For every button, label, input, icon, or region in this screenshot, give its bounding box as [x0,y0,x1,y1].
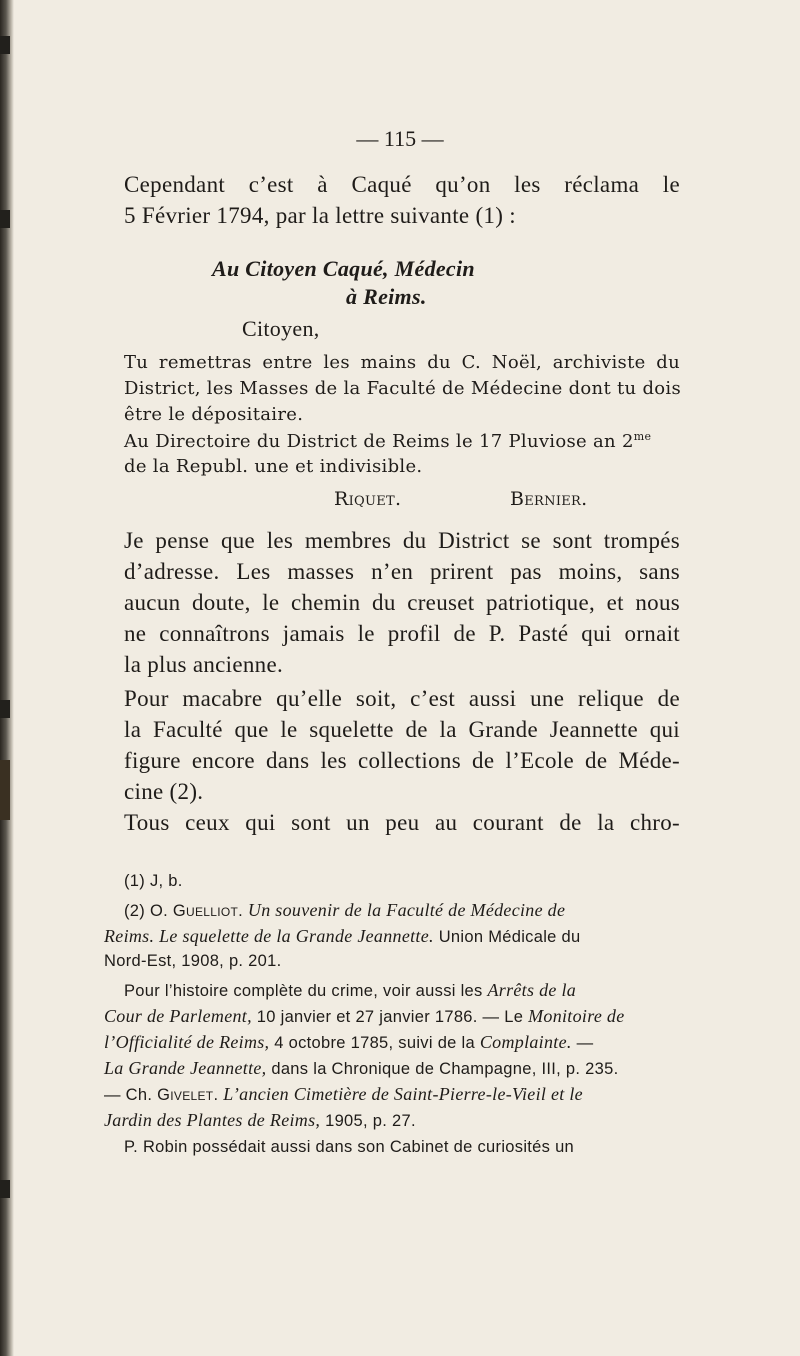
text-line: Je pense que les membres du District se sont trompés [124,528,680,553]
text-line: District, les Masses de la Faculté de Médecine dont tu dois [124,378,682,399]
text-line: d’adresse. Les masses n’en prirent pas moins, sans [124,559,680,584]
text-line: la Faculté que le squelette de la Grande Jeannette qui [124,717,680,742]
footnote-line: Nord-Est, 1908, p. 201. [104,952,282,970]
footnote-line: La Grande Jeannette, dans la Chronique de Champagne, III, p. 235. [104,1058,619,1078]
footnote-line: Jardin des Plantes de Reims, 1905, p. 27. [104,1110,416,1130]
text-line: être le dépositaire. [124,404,304,425]
book-binding-edge [0,0,14,1356]
text-line: ne connaîtrons jamais le profil de P. Pasté qui ornait [124,621,680,646]
text-line: cine (2). [124,779,204,804]
text-line: Pour macabre qu’elle soit, c’est aussi une relique de [124,686,680,711]
binding-mark [0,36,10,54]
text-line: Au Directoire du District de Reims le 17 Pluviose an $2^{me}$ [124,430,652,452]
page-number: — 115 — [356,126,444,151]
footnote: (2) O. Guelliot. Un souvenir de la Faculté de Médecine de [124,900,566,920]
text-line: Tu remettras entre les mains du C. Noël, archiviste du [124,352,680,373]
binding-mark [0,1180,10,1198]
footnote: (1) J, b. [124,872,183,890]
footnote-line: — Ch. Givelet. L’ancien Cimetière de Saint-Pierre-le-Vieil et le [104,1084,583,1104]
text-line: Tous ceux qui sont un peu au courant de la chro- [124,810,680,835]
footnote-line: l’Officialité de Reims, 4 octobre 1785, suivi de la Complainte. — [104,1032,594,1052]
footnote-line: Cour de Parlement, 10 janvier et 27 janvier 1786. — Le Monitoire de [104,1006,625,1026]
text-line: aucun doute, le chemin du creuset patriotique, et nous [124,590,680,615]
text-line: de la Republ. une et indivisible. [124,456,423,477]
text-line: la plus ancienne. [124,652,284,677]
signature: Riquet. [334,488,402,510]
letter-address-line: à Reims. [346,284,427,309]
letter-address-line: Au Citoyen Caqué, Médecin [212,256,475,281]
footnote-line: P. Robin possédait aussi dans son Cabinet de curiosités un [124,1138,575,1156]
binding-mark [0,760,10,820]
footnote-line: Reims. Le squelette de la Grande Jeannette. Union Médicale du [104,926,581,946]
text-line: 5 Février 1794, par la lettre suivante (1) : [124,203,516,228]
signature: Bernier. [510,488,588,510]
text-line: Cependant c’est à Caqué qu’on les réclama le [124,172,680,197]
binding-mark [0,210,10,228]
text-line: figure encore dans les collections de l’Ecole de Méde- [124,748,680,773]
footnote-line: Pour l’histoire complète du crime, voir aussi les Arrêts de la [124,980,577,1000]
letter-salutation: Citoyen, [242,316,320,341]
binding-mark [0,700,10,718]
